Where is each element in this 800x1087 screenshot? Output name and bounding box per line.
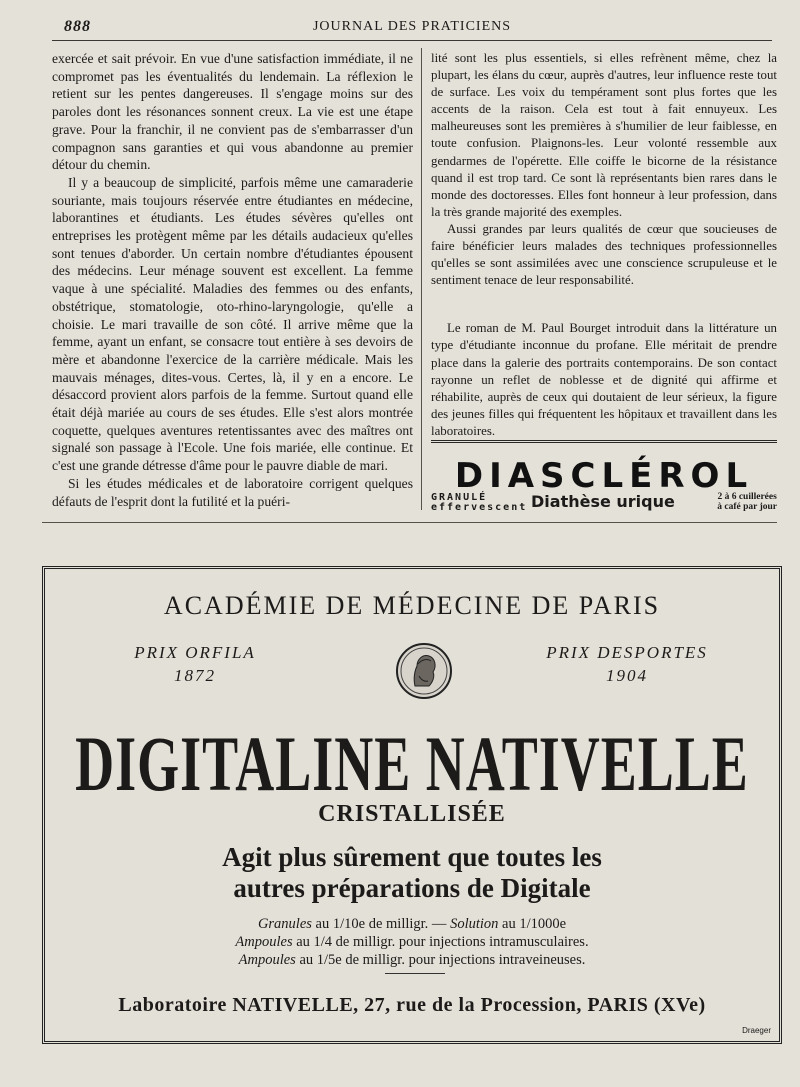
page-number: 888: [64, 18, 91, 35]
article-paragraph: exercée et sait prévoir. En vue d'une satisfaction immédiate, il ne compromet pas les éventualités du lendemain. La réflexion le retient sur les pentes dangereuses. Il s'engage moins sur des paroles dont les résonances sonnent creux. La vie est une étape grave. Pour la franchir, il ne convient pas de s'embarrasser d'un compagnon sans garanties et qui vous abandonne au premier détour du chemin.: [52, 51, 413, 173]
diascerol-form: [431, 493, 527, 513]
diascerol-indication: Diathèse urique: [531, 492, 675, 511]
diascerol-dose-line1: 2 à 6 cuillerées: [717, 492, 777, 502]
form-solution-text: au 1/1000e: [502, 916, 567, 932]
dosage-line-2: [45, 933, 779, 951]
article-right-column: [431, 50, 777, 440]
form-granules-text: au 1/10e de milligr. —: [315, 916, 447, 932]
article-paragraph: Il y a beaucoup de simplicité, parfois même une camaraderie souriante, mais toujours réservée entre étudiantes en médecine, laborantines et étudiants. Les études sévères qu'elles ont entreprises les protègent même par les détails audacieux qu'elles sont tenues d'aborder. Un certain nombre d'étudiantes épousent des médecins. Leur ménage souvent est excellent. La femme vaque à une spécialité. Maladies des femmes ou des enfants, obstétrique, stomatologie, oto-rhino-laryngologie, qu'elle a choisie. Le mari travaille de son côté. Il arrive même que la femme, ayant un enfant, se consacre tout entière à ses devoirs de mère et abandonne l'exercice de la carrière médicale. Mais les mauvais ménages, dites-vous. Certes, là, il y en a encore. Le désaccord provient alors parfois de la femme. Surtout quand elle était déjà mariée au cours de ses études. Elle s'est alors montrée coquette, quelques aventures retentissantes avec des maîtres ont signalé son passage à l'Ecole. Une fois mariée, elle continue. Et c'est une grande détresse d'âme pour le pauvre diable de mari.: [52, 174, 413, 474]
form-ampoules-im: Ampoules: [235, 934, 293, 950]
diascerol-dosage: [717, 492, 777, 512]
prize-right-year: 1904: [606, 666, 648, 685]
diascerol-brand: DIASCLÉROL: [454, 456, 754, 496]
prize-desportes: [527, 641, 727, 687]
academy-heading: ACADÉMIE DE MÉDECINE DE PARIS: [163, 591, 661, 620]
column-divider: [421, 48, 422, 510]
artist-signature: Draeger: [742, 1026, 771, 1035]
prize-left-name: PRIX ORFILA: [134, 643, 256, 662]
diascerol-form-line1: GRANULÉ: [431, 492, 488, 503]
laboratory-address: Laboratoire NATIVELLE, 27, rue de la Procession, PARIS (XVe): [118, 994, 706, 1016]
article-paragraph: Si les études médicales et de laboratoire corrigent quelques défauts de l'esprit dont la futilité et la puéri-: [52, 475, 413, 509]
article-left-column: [52, 50, 413, 510]
form-granules: Granules: [257, 916, 312, 932]
form-solution: Solution: [450, 916, 499, 932]
dosage-line-1: [45, 915, 779, 933]
prize-right-name: PRIX DESPORTES: [546, 643, 708, 662]
claim-line-1: Agit plus sûrement que toutes les: [222, 842, 602, 872]
article-paragraph: Aussi grandes par leurs qualités de cœur que soucieuses de faire bénéficier leurs malades des techniques professionnelles qu'elles se sont assimilées avec une conscience scrupuleuse et le sentiment tenace de leur responsabilité.: [431, 221, 777, 288]
diascerol-form-line2: effervescent: [431, 502, 528, 513]
prize-orfila: [105, 641, 285, 687]
advert-separator: [385, 973, 445, 974]
article-paragraph: lité sont les plus essentiels, si elles refrènent même, chez la plupart, les élans du cœur, auprès d'autres, leur influence reste tout de surface. Les voix du tempérament sont plus fortes que les accents de la raison. Cela est tout à fait ennuyeux. Les malheureuses sont les premières à s'humilier de leur faiblesse, en toute confusion. Plaignons-les. Leur volonté ressemble aux gendarmes de l'opérette. Elle coiffe le bicorne de la résistance quand il est trop tard. Ce sont là représentants bien rares dans le monde des doctoresses. Elles font honneur à leur profession, dans la très grande majorité des exemples.: [431, 51, 777, 219]
form-ampoules-iv: Ampoules: [238, 952, 296, 968]
form-ampoules-iv-text: au 1/5e de milligr. pour injections intraveineuses.: [299, 952, 586, 968]
section-divider: [42, 522, 777, 523]
form-ampoules-im-text: au 1/4 de milligr. pour injections intramusculaires.: [296, 934, 589, 950]
claim-line-2: autres préparations de Digitale: [233, 873, 591, 903]
digitaline-advert: [42, 566, 782, 1044]
diascerol-dose-line2: à café par jour: [717, 502, 777, 512]
article-paragraph: Le roman de M. Paul Bourget introduit dans la littérature un type d'étudiante inconnue du profane. Elle méritait de prendre place dans la galerie des portraits contemporains. De son contact rayonne un reflet de noblesse et de dignité qui affirme et réhabilite, auprès de ceux qui doutaient de leur sérieux, la figure des jeunes filles qui fréquentent les hôpitaux et travaillent dans les laboratoires.: [431, 321, 777, 438]
digitaline-claim: [45, 842, 779, 904]
dosage-line-3: [45, 951, 779, 969]
dosage-forms: [45, 915, 779, 969]
digitaline-subtitle: CRISTALLISÉE: [318, 801, 506, 827]
journal-title: JOURNAL DES PRATICIENS: [312, 19, 512, 34]
diascerol-advert: [431, 440, 777, 513]
medal-portrait-icon: [395, 642, 453, 700]
page-header: [52, 14, 772, 41]
digitaline-brand: DIGITALINE NATIVELLE: [75, 720, 749, 808]
prize-left-year: 1872: [174, 666, 216, 685]
